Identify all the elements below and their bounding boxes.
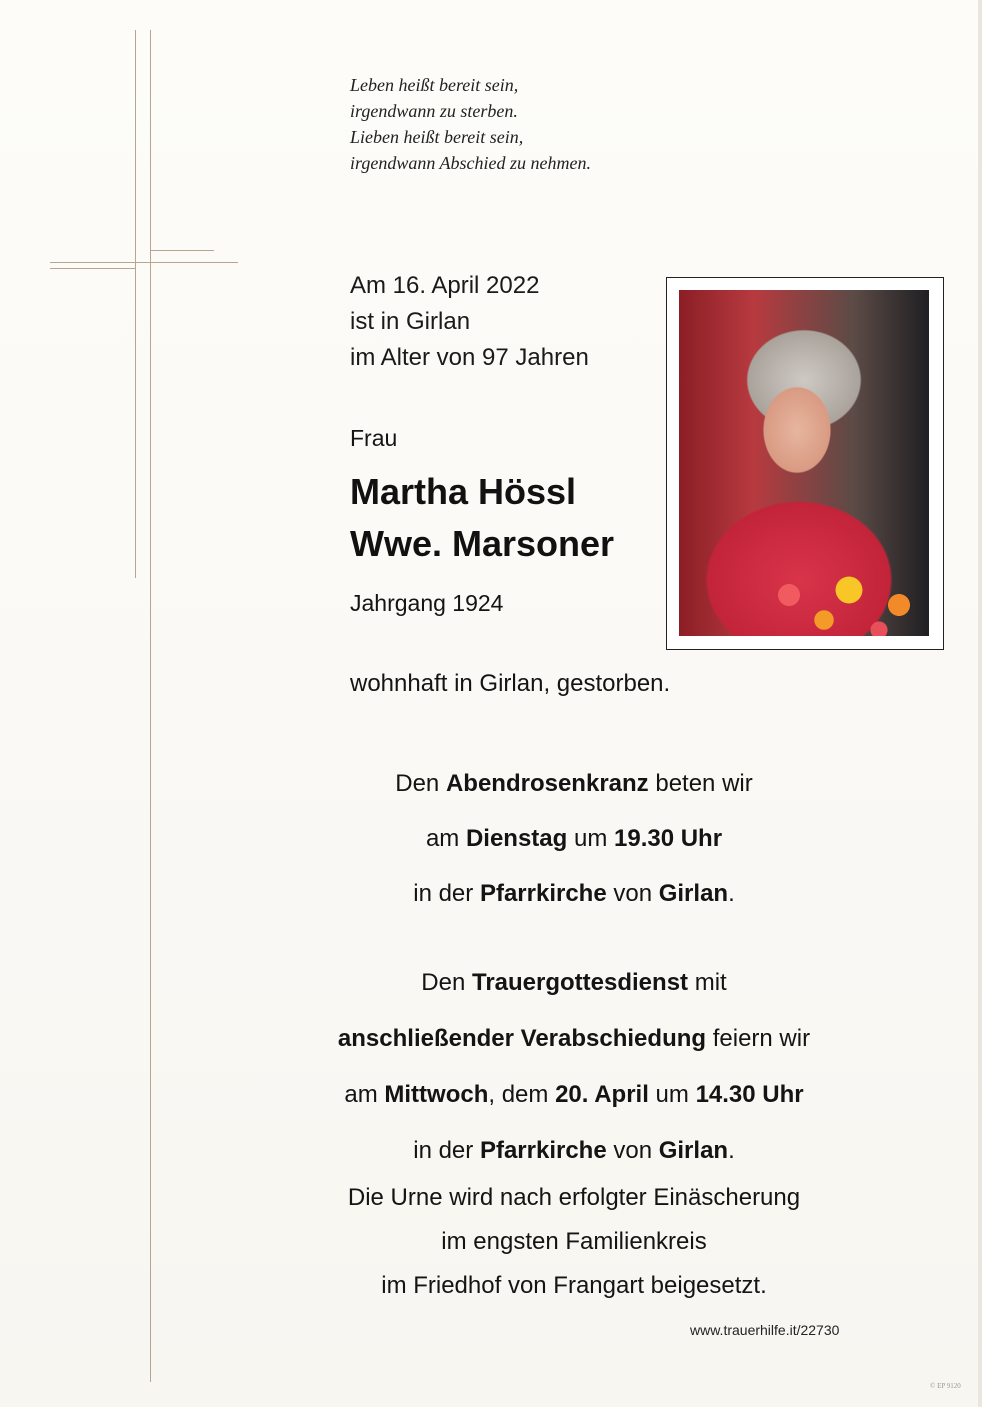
rosary-line-3 [300, 866, 848, 921]
text: am [425, 825, 466, 852]
text: in der [413, 880, 480, 907]
text: beten wir [648, 770, 753, 797]
rosary-church: Pfarrkirche [479, 880, 607, 907]
text: am [344, 1081, 385, 1108]
death-date-line: Am 16. April 2022 [350, 272, 540, 299]
service-time: 14.30 Uhr [695, 1081, 804, 1108]
quote-line: irgendwann zu sterben. [350, 101, 518, 121]
rosary-line-2 [300, 811, 848, 866]
rosary-info [300, 756, 848, 921]
farewell-label: anschließender Verabschiedung [337, 1025, 707, 1052]
website-link[interactable]: www.trauerhilfe.it/22730 [690, 1322, 840, 1338]
service-date: 20. April [555, 1081, 649, 1108]
quote-line: Leben heißt bereit sein, [350, 75, 519, 95]
quote-line: Lieben heißt bereit sein, [350, 127, 524, 147]
rosary-label: Abendrosenkranz [445, 770, 649, 797]
text: . [728, 880, 735, 907]
text: von [606, 880, 659, 907]
death-announcement [350, 268, 589, 376]
urn-line-3: im Friedhof von Frangart beigesetzt. [381, 1272, 767, 1299]
name-line-1: Martha Hössl [350, 471, 577, 512]
card-edge [978, 0, 982, 1407]
rosary-line-1 [300, 756, 848, 811]
cross-vertical-line-long [150, 30, 151, 1382]
service-line-4 [300, 1123, 848, 1179]
service-line-1 [300, 955, 848, 1011]
service-church: Pfarrkirche [479, 1137, 607, 1164]
urn-line-1: Die Urne wird nach erfolgter Einäscherung [347, 1184, 801, 1211]
text: mit [688, 969, 727, 996]
death-place-line: ist in Girlan [350, 308, 471, 335]
service-line-2 [300, 1011, 848, 1067]
text: um [648, 1081, 696, 1108]
cross-horizontal-line [50, 262, 238, 263]
salutation: Frau [350, 425, 398, 451]
text: von [606, 1137, 659, 1164]
rosary-town: Girlan [658, 880, 729, 907]
print-code: © EP 9120 [930, 1382, 961, 1390]
cross-vertical-line [135, 30, 136, 578]
name-line-2: Wwe. Marsoner [350, 523, 615, 564]
text: um [567, 825, 614, 852]
text: . [728, 1137, 735, 1164]
quote-line: irgendwann Abschied zu nehmen. [350, 153, 591, 173]
service-label: Trauergottesdienst [471, 969, 689, 996]
cross-horizontal-line-upper [150, 250, 214, 251]
text: in der [413, 1137, 480, 1164]
deceased-name [350, 466, 614, 570]
service-town: Girlan [658, 1137, 729, 1164]
age-line: im Alter von 97 Jahren [350, 344, 589, 371]
service-line-3 [300, 1067, 848, 1123]
urn-info [300, 1176, 848, 1308]
birth-year: Jahrgang 1924 [350, 590, 504, 616]
flower-bouquet [749, 560, 929, 636]
portrait-frame [666, 277, 944, 650]
text: Den [395, 770, 446, 797]
cross-horizontal-line-lower [50, 268, 136, 269]
memorial-quote [350, 72, 591, 176]
text: feiern wir [706, 1025, 811, 1052]
urn-line-2: im engsten Familienkreis [441, 1228, 707, 1255]
portrait-photo [679, 290, 929, 636]
rosary-time: 19.30 Uhr [614, 825, 723, 852]
service-day: Mittwoch [384, 1081, 489, 1108]
text: Den [421, 969, 472, 996]
text: , dem [488, 1081, 556, 1108]
residence-line: wohnhaft in Girlan, gestorben. [350, 670, 671, 697]
rosary-day: Dienstag [465, 825, 568, 852]
funeral-service-info [300, 955, 848, 1179]
